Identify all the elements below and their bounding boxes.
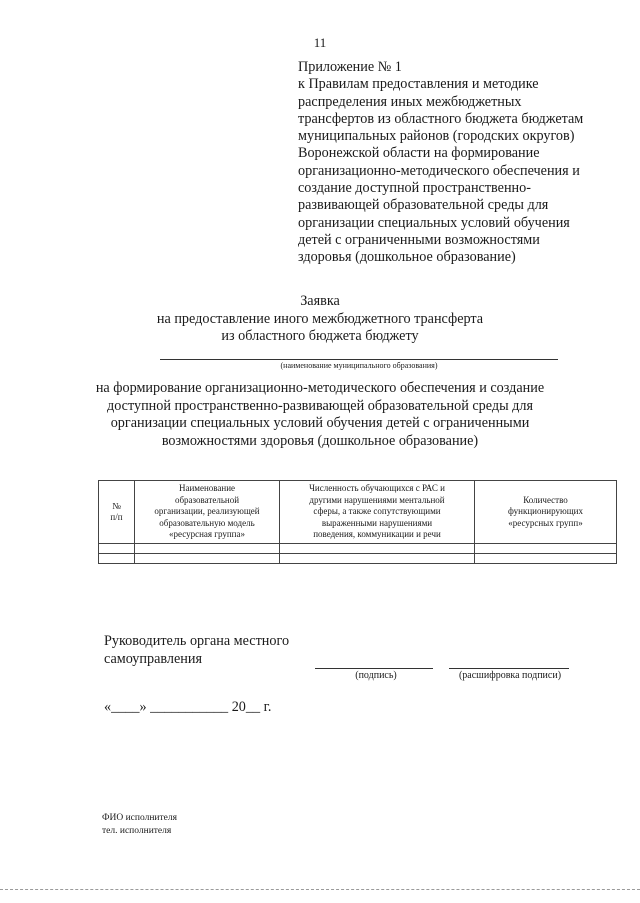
header-text: Наименование bbox=[178, 483, 236, 494]
header-text: функционирующих bbox=[508, 506, 583, 517]
header-text: поведения, коммуникации и речи bbox=[313, 529, 441, 540]
table-cell bbox=[135, 554, 280, 564]
purpose-text bbox=[0, 380, 640, 450]
appendix-line: здоровья (дошкольное образование) bbox=[298, 249, 516, 266]
municipality-fill-line bbox=[160, 359, 558, 360]
header-text: Численность обучающихся с РАС и bbox=[309, 483, 445, 494]
executor-name-label: ФИО исполнителя bbox=[102, 813, 177, 823]
title-line: Заявка bbox=[300, 293, 340, 309]
table-cell bbox=[99, 544, 135, 554]
executor-phone-label: тел. исполнителя bbox=[102, 826, 172, 836]
appendix-line: Воронежской области на формирование bbox=[298, 145, 540, 162]
header-text: № bbox=[112, 500, 121, 511]
signatory-line: самоуправления bbox=[104, 650, 202, 667]
signatory-title bbox=[104, 633, 289, 668]
header-text: выраженными нарушениями bbox=[321, 517, 433, 528]
header-group-count bbox=[475, 481, 617, 544]
signatory-line: Руководитель органа местного bbox=[104, 633, 290, 649]
header-text: Количество bbox=[523, 494, 568, 505]
signature-fill-line bbox=[315, 668, 433, 669]
purpose-line: организации специальных условий обучения детей с ограниченными bbox=[110, 415, 530, 431]
table-cell bbox=[280, 544, 475, 554]
header-number bbox=[99, 481, 135, 544]
signature-caption: (подпись) bbox=[355, 670, 397, 681]
appendix-line: организационно-методического обеспечения и bbox=[298, 162, 580, 179]
municipality-caption: (наименование муниципального образования) bbox=[280, 361, 438, 370]
purpose-line: на формирование организационно-методического обеспечения и создание bbox=[95, 380, 545, 396]
application-title bbox=[0, 293, 640, 346]
appendix-line: распределения иных межбюджетных bbox=[298, 93, 522, 110]
appendix-line: детей с ограниченными возможностями bbox=[298, 231, 540, 248]
header-text: образовательную модель bbox=[159, 517, 255, 528]
header-organization bbox=[135, 481, 280, 544]
appendix-line: развивающей образовательной среды для bbox=[298, 197, 549, 214]
decoding-fill-line bbox=[449, 668, 569, 669]
page-number: 11 bbox=[313, 35, 327, 50]
title-line: на предоставление иного межбюджетного трансферта bbox=[156, 310, 484, 327]
table-cell bbox=[475, 554, 617, 564]
appendix-line: Приложение № 1 bbox=[298, 59, 402, 75]
purpose-line: доступной пространственно-развивающей образовательной среды для bbox=[107, 397, 533, 414]
table-header-row bbox=[99, 481, 617, 544]
decoding-caption: (расшифровка подписи) bbox=[458, 670, 562, 681]
page-bottom-rule bbox=[0, 889, 640, 890]
header-text: организации, реализующей bbox=[154, 506, 260, 517]
table-cell bbox=[135, 544, 280, 554]
appendix-line: создание доступной пространственно- bbox=[298, 180, 531, 197]
appendix-note bbox=[298, 59, 618, 267]
header-text: сферы, а также сопутствующими bbox=[313, 506, 441, 517]
header-text: «ресурсная группа» bbox=[169, 529, 245, 540]
table-cell bbox=[475, 544, 617, 554]
executor-info bbox=[102, 812, 177, 838]
date-line: «____» ___________ 20__ г. bbox=[104, 699, 272, 715]
table-row bbox=[99, 554, 617, 564]
header-text: п/п bbox=[110, 512, 123, 522]
table-row bbox=[99, 544, 617, 554]
header-student-count bbox=[280, 481, 475, 544]
appendix-line: к Правилам предоставления и методике bbox=[298, 76, 539, 93]
purpose-line: возможностями здоровья (дошкольное образование) bbox=[161, 432, 479, 449]
appendix-line: трансфертов из областного бюджета бюджетам bbox=[298, 110, 584, 127]
header-text: образовательной bbox=[174, 494, 240, 505]
header-text: «ресурсных групп» bbox=[508, 517, 583, 528]
header-text: другими нарушениями ментальной bbox=[309, 494, 445, 505]
table-cell bbox=[280, 554, 475, 564]
appendix-line: муниципальных районов (городских округов) bbox=[298, 128, 575, 145]
appendix-line: организации специальных условий обучения bbox=[298, 214, 570, 231]
application-table bbox=[98, 480, 617, 564]
table-cell bbox=[99, 554, 135, 564]
title-line: из областного бюджета бюджету bbox=[221, 328, 419, 344]
